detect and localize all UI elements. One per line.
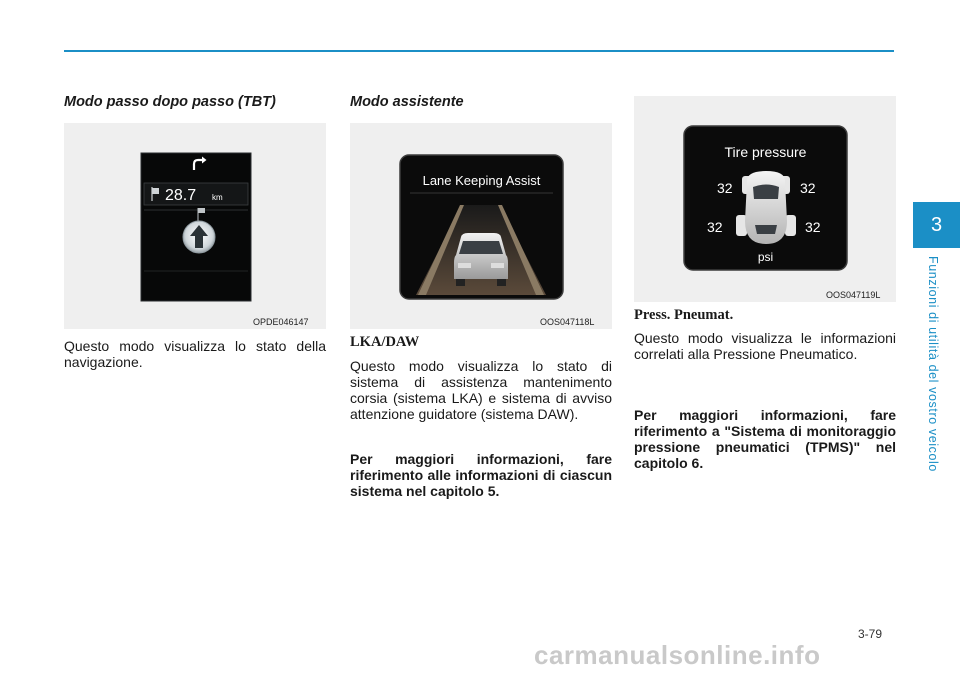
tbt-display-illustration	[64, 123, 326, 329]
lka-subheading: LKA/DAW	[350, 334, 420, 350]
tbt-figure	[64, 123, 326, 329]
tire-front-right: 32	[800, 180, 816, 196]
lka-figure	[350, 123, 612, 329]
tire-rear-left: 32	[707, 219, 723, 235]
page-number: 3-79	[858, 627, 883, 641]
tire-rear-right: 32	[805, 219, 821, 235]
assistant-heading: Modo assistente	[350, 94, 464, 110]
lka-display-illustration	[350, 123, 612, 329]
tpms-subheading: Press. Pneumat.	[634, 307, 734, 323]
lka-description: Questo modo visualizza lo stato di sistema di assistenza mantenimento corsia (sistema LKA) e sistema di avviso attenzione guidatore (sistema DAW).	[350, 358, 612, 422]
tbt-heading: Modo passo dopo passo (TBT)	[64, 94, 276, 110]
tpms-figure-code: OOS047119L	[826, 290, 881, 300]
chapter-title: Funzioni di utilità del vostro veicolo	[926, 256, 940, 472]
tire-front-left: 32	[717, 180, 733, 196]
distance-unit: km	[212, 193, 223, 202]
watermark: carmanualsonline.info	[534, 640, 821, 670]
lka-figure-code: OOS047118L	[540, 317, 595, 327]
vehicle-icon	[454, 233, 508, 286]
tpms-reference: Per maggiori informazioni, fare riferimento a "Sistema di monitoraggio pressione pneumatici (TPMS)" nel capitolo 6.	[634, 407, 896, 471]
tpms-display-title: Tire pressure	[724, 144, 807, 160]
tbt-description: Questo modo visualizza lo stato della navigazione.	[64, 338, 326, 370]
tpms-display-illustration	[634, 96, 896, 302]
tpms-figure	[634, 96, 896, 302]
chapter-number: 3	[930, 213, 943, 236]
lka-reference: Per maggiori informazioni, fare riferimento alle informazioni di ciascun sistema nel capitolo 5.	[350, 451, 612, 499]
chapter-tab	[913, 202, 960, 248]
lka-display-title: Lane Keeping Assist	[422, 173, 541, 188]
tbt-figure-code: OPDE046147	[253, 317, 309, 327]
tpms-description: Questo modo visualizza le informazioni correlati alla Pressione Pneumatico.	[634, 330, 896, 362]
distance-value: 28.7	[165, 187, 197, 204]
tpms-unit: psi	[757, 250, 774, 264]
header-rule	[64, 50, 894, 52]
